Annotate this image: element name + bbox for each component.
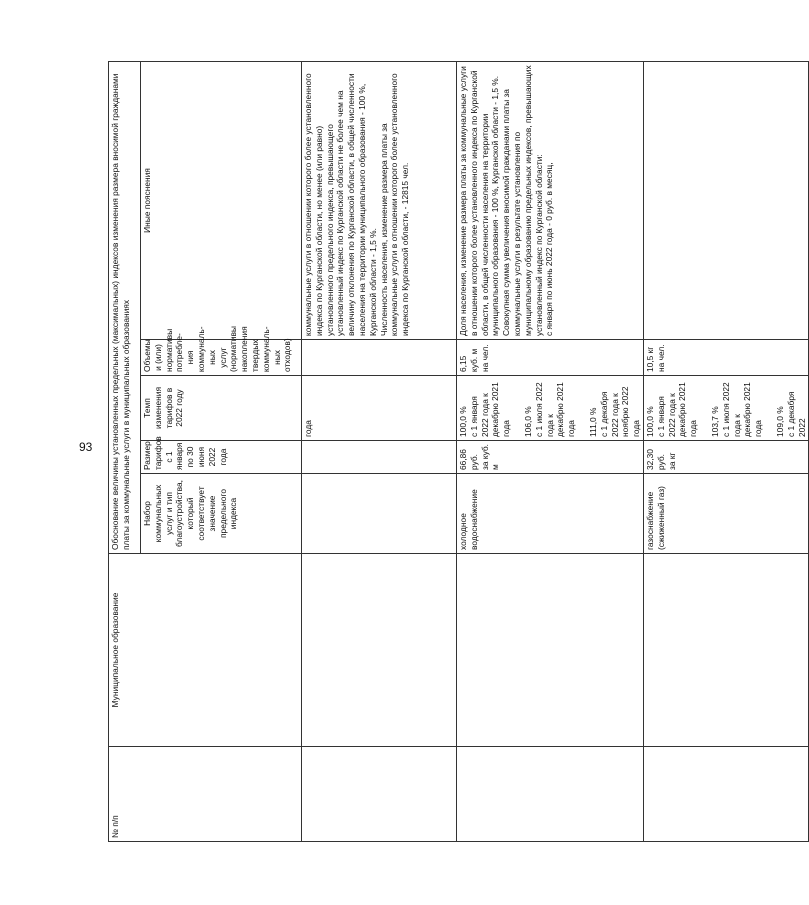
- cell-volume: [302, 340, 457, 376]
- cell-municipality: [457, 554, 644, 747]
- header-tariff-size: Размер тарифов с 1 января по 30 июня 2022 года: [141, 441, 302, 474]
- cell-volume: 6,15 куб. м на чел.: [457, 340, 644, 376]
- header-tariff-rate: Темп изменения тарифов в 2022 году: [141, 376, 302, 441]
- cell-line: 100,0 %: [458, 406, 468, 437]
- cell-line: 103,7 %: [709, 406, 720, 437]
- cell-line: года: [303, 420, 313, 437]
- table-row: [457, 61, 644, 841]
- cell-line: Доля населения, изменение размера платы за коммунальные услуги в отношении которого более установленного индекса по Курганской области, в общей численности населения на территории муниципального образования - 100 %, Курганской области - 1,5 %.: [458, 66, 501, 336]
- cell-line: 111,0 %: [587, 407, 598, 437]
- header-municipality: Муниципальное образование: [109, 554, 302, 747]
- cell-line: коммунальные услуги в отношении которого более установленного индекса по Курганской области, но менее (или равно) установленного предельного индекса, превышающего установленный индекс по Курганской области не более чем на величину отклонения по Курганской области, в общей численности населения на территории муниципального образования - 100 %, Курганской области - 1,5 %.: [303, 73, 378, 336]
- cell-line: 109,0 %: [774, 406, 785, 437]
- cell-rate: [302, 376, 457, 441]
- cell-line: [512, 379, 523, 437]
- cell-tariff: [302, 441, 457, 474]
- cell-line: с 1 декабря 2022: [785, 391, 807, 437]
- cell-line: [764, 379, 775, 437]
- cell-municipality: [302, 554, 457, 747]
- page-number: 93: [79, 440, 93, 454]
- cell-line: 106,0 %: [522, 406, 533, 437]
- cell-line: с 1 декабря 2022 года к ноябрю 2022 года: [598, 386, 642, 437]
- cell-line: с января по июнь 2022 года - 0 руб. в месяц,: [544, 162, 555, 336]
- cell-num: [457, 747, 644, 842]
- header-volumes: Объемы и (или) нормативы потребле-ния коммуналь-ных услуг (нормативы накопления твердых коммуналь-ных отходов): [141, 340, 302, 376]
- cell-num: [643, 747, 808, 842]
- cell-tariff: 32,30 руб. за кг: [643, 441, 808, 474]
- cell-line: с 1 января 2022 года к декабрю 2021 года: [468, 382, 512, 437]
- cell-municipality: [643, 554, 808, 747]
- header-group-title: Обоснование величины установленных предельных (максимальных) индексов изменения размера вносимой гражданами платы за коммунальные услуги в муниципальных образованиях: [109, 61, 141, 553]
- cell-line: [577, 379, 588, 437]
- cell-line: с 1 января 2022 года к декабрю 2021 года: [655, 382, 699, 437]
- cell-tariff: 66,86 руб. за куб. м: [457, 441, 644, 474]
- cell-service: холодное водоснабжение: [457, 474, 644, 554]
- header-notes: Иные пояснения: [141, 61, 302, 339]
- cell-notes: [643, 61, 808, 339]
- cell-line: Численность населения, изменение размера платы за коммунальные услуги в отношении которого более установленного индекса по Курганской области, - 12815 чел.: [378, 73, 411, 336]
- cell-line: 100,0 %: [644, 406, 655, 437]
- header-service-set: Набор коммунальных услуг и тип благоустройства, который соответствует значение предельного индекса: [141, 474, 302, 554]
- cell-line: [699, 379, 710, 437]
- cell-notes: [302, 61, 457, 339]
- table-row: [302, 61, 457, 841]
- cell-rate: [457, 376, 644, 441]
- cell-line: Совокупная сумма увеличения вносимой гражданами платы за коммунальные услуги в результате установления по муниципальному образованию предельных индексов, превышающих установленный индекс по Курганской области:: [501, 65, 544, 336]
- table-row: [643, 61, 808, 841]
- cell-line: с 1 июля 2022 года к декабрю 2021 года: [533, 382, 577, 437]
- cell-volume: 10,5 кг на чел.: [643, 340, 808, 376]
- header-num: № п/п: [109, 747, 302, 842]
- cell-rate: [643, 376, 808, 441]
- rotated-table-container: [108, 62, 807, 842]
- cell-num: [302, 747, 457, 842]
- cell-service: газоснабжение (сжиженный газ): [643, 474, 808, 554]
- cell-service: [302, 474, 457, 554]
- cell-line: с 1 июля 2022 года к декабрю 2021 года: [720, 382, 764, 437]
- cell-notes: [457, 61, 644, 339]
- tariff-justification-table: [108, 61, 809, 842]
